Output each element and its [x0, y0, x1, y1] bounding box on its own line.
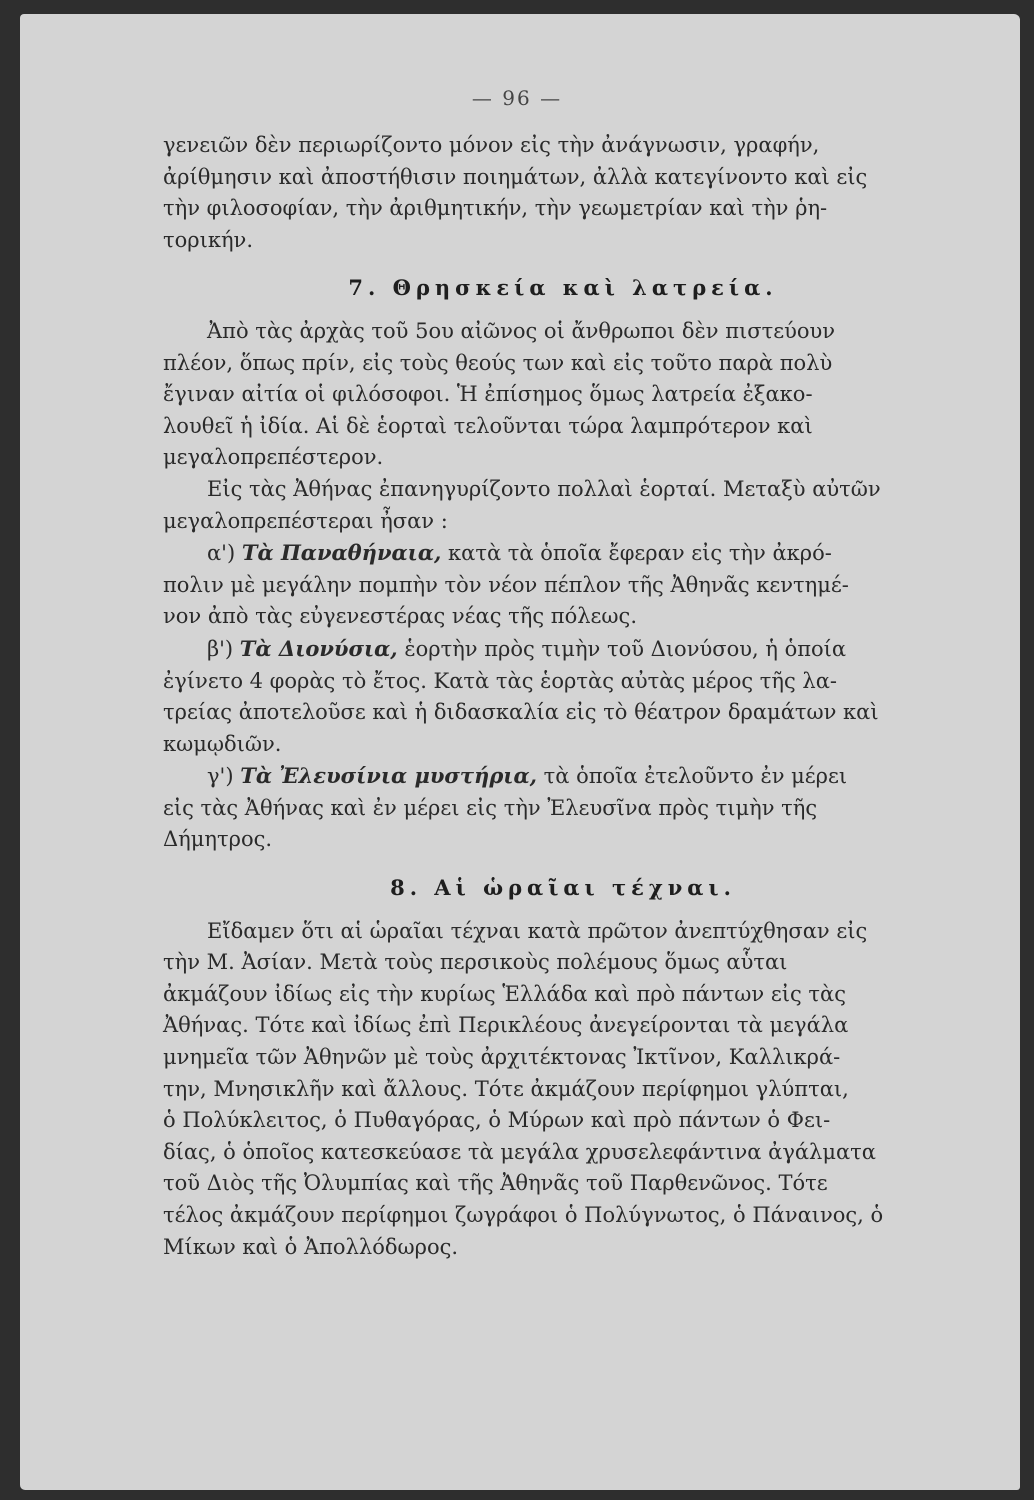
text-line: νον ἀπὸ τὰς εὐγενεστέρας νέας τῆς πόλεως. — [163, 604, 637, 629]
festival-item-dionysia — [163, 633, 963, 760]
text-line: ἔγιναν αἰτία οἱ φιλόσοφοι. Ἡ ἐπίσημος ὅμως λατρεία ἐξακο- — [163, 382, 813, 407]
festival-item-eleusinia — [163, 760, 963, 856]
item-title: Τὰ Ἐλευσίνια μυστήρια, — [240, 763, 537, 789]
item-text: ἑορτὴν πρὸς τιμὴν τοῦ Διονύσου, ἡ ὁποία — [404, 636, 847, 661]
text-line: ἐγίνετο 4 φορὰς τὸ ἔτος. Κατὰ τὰς ἑορτὰς αὐτὰς μέρος τῆς λα- — [163, 668, 837, 693]
item-first-line — [163, 760, 963, 793]
item-first-line — [163, 537, 963, 570]
item-marker: β') — [207, 636, 234, 661]
text-line: ἀρίθμησιν καὶ ἀποστήθισιν ποιημάτων, ἀλλὰ κατεγίνοντο καὶ εἰς — [163, 164, 868, 189]
text-line: Δήμητρος. — [163, 827, 273, 852]
paragraph-fine-arts — [163, 916, 963, 1264]
text-line: κωμῳδιῶν. — [163, 731, 282, 756]
text-line: πλέον, ὅπως πρίν, εἰς τοὺς θεούς των καὶ εἰς τοῦτο παρὰ πολὺ — [163, 350, 833, 375]
text-line: τέλος ἀκμάζουν περίφημοι ζωγράφοι ὁ Πολύγνωτος, ὁ Πάναινος, ὁ — [163, 1203, 884, 1227]
text-line: Εἰς τὰς Ἀθήνας ἐπανηγυρίζοντο πολλαὶ ἑορταί. Μεταξὺ αὐτῶν — [207, 476, 881, 501]
text-line: την, Μνησικλῆν καὶ ἄλλους. Τότε ἀκμάζουν περίφημοι γλύπται, — [163, 1076, 849, 1101]
text-line: πολιν μὲ μεγάλην πομπὴν τὸν νέον πέπλον τῆς Ἀθηνᾶς κεντημέ- — [163, 572, 849, 597]
item-title: Τὰ Διονύσια, — [239, 635, 398, 661]
text-line: εἰς τὰς Ἀθήνας καὶ ἐν μέρει εἰς τὴν Ἐλευσῖνα πρὸς τιμὴν τῆς — [163, 795, 818, 820]
paragraph-festivals — [163, 474, 963, 537]
text-line: μεγαλοπρεπέστεραι ἦσαν : — [163, 508, 448, 533]
item-title: Τὰ Παναθήναια, — [241, 540, 442, 566]
text-line: ὁ Πολύκλειτος, ὁ Πυθαγόρας, ὁ Μύρων καὶ πρὸ πάντων ὁ Φει- — [163, 1108, 831, 1133]
text-line: ἀκμάζουν ἰδίως εἰς τὴν κυρίως Ἑλλάδα καὶ πρὸ πάντων εἰς τὰς — [163, 981, 846, 1006]
item-marker: α') — [207, 541, 236, 566]
festival-item-panathenaia — [163, 537, 963, 633]
text-line: Μίκων καὶ ὁ Ἀπολλόδωρος. — [163, 1234, 459, 1259]
text-line: λουθεῖ ἡ ἰδία. Αἱ δὲ ἑορταὶ τελοῦνται τώρα λαμπρότερον καὶ — [163, 413, 813, 438]
paragraph-religion — [163, 316, 963, 474]
text-line: γενειῶν δὲν περιωρίζοντο μόνον εἰς τὴν ἀνάγνωσιν, γραφήν, — [163, 133, 820, 157]
text-line: τρείας ἀποτελοῦσε καὶ ἡ διδασκαλία εἰς τὸ θέατρον δραμάτων καὶ — [163, 700, 879, 725]
page-number: — 96 — — [471, 86, 563, 110]
text-line: τοῦ Διὸς τῆς Ὀλυμπίας καὶ τῆς Ἀθηνᾶς τοῦ Παρθενῶνος. Τότε — [163, 1171, 828, 1196]
text-line: δίας, ὁ ὁποῖος κατεσκεύασε τὰ μεγάλα χρυσελεφάντινα ἀγάλματα — [163, 1139, 876, 1164]
text-line: τορικήν. — [163, 227, 253, 252]
text-line: τὴν Μ. Ἀσίαν. Μετὰ τοὺς περσικοὺς πολέμους ὅμως αὗται — [163, 950, 788, 975]
item-first-line — [163, 633, 963, 666]
section-heading-7: 7. Θρησκεία καὶ λατρεία. — [348, 275, 778, 301]
text-line: τὴν φιλοσοφίαν, τὴν ἀριθμητικήν, τὴν γεωμετρίαν καὶ τὴν ῥη- — [163, 196, 828, 221]
item-text: τὰ ὁποῖα ἐτελοῦντο ἐν μέρει — [543, 764, 848, 789]
item-marker: γ') — [207, 764, 234, 789]
text-line: Ἀθήνας. Τότε καὶ ἰδίως ἐπὶ Περικλέους ἀνεγείρονται τὰ μεγάλα — [163, 1013, 849, 1038]
text-line: μνημεῖα τῶν Ἀθηνῶν μὲ τοὺς ἀρχιτέκτονας Ἰκτῖνον, Καλλικρά- — [163, 1045, 841, 1070]
page-body — [163, 130, 963, 1263]
text-line: Εἴδαμεν ὅτι αἱ ὡραῖαι τέχναι κατὰ πρῶτον ἀνεπτύχθησαν εἰς — [207, 918, 868, 943]
section-heading-8: 8. Αἱ ὡραῖαι τέχναι. — [390, 875, 736, 901]
paragraph-continuation — [163, 130, 963, 256]
text-line: Ἀπὸ τὰς ἀρχὰς τοῦ 5ου αἰῶνος οἱ ἄνθρωποι δὲν πιστεύουν — [207, 318, 836, 343]
item-text: κατὰ τὰ ὁποῖα ἔφεραν εἰς τὴν ἀκρό- — [448, 541, 832, 566]
text-line: μεγαλοπρεπέστερον. — [163, 445, 384, 470]
